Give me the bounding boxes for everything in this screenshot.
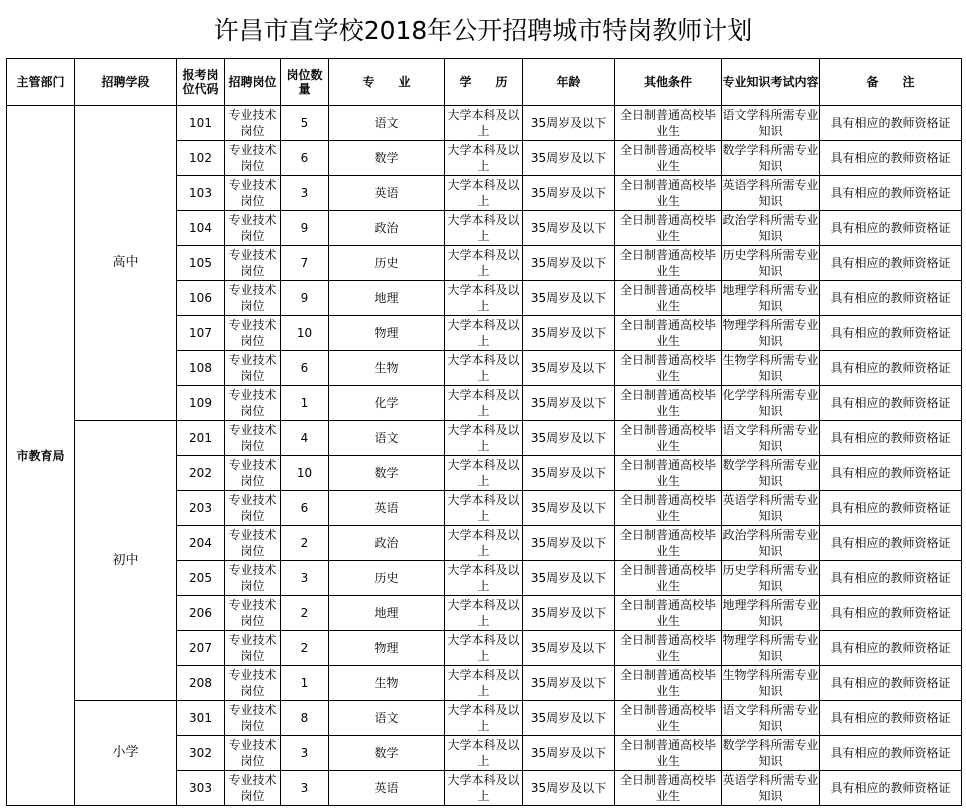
age-cell: 35周岁及以下 xyxy=(523,771,615,806)
code-cell: 106 xyxy=(177,281,225,316)
count-cell: 3 xyxy=(281,771,329,806)
education-cell: 大学本科及以上 xyxy=(445,456,523,491)
major-cell: 地理 xyxy=(329,281,445,316)
age-cell: 35周岁及以下 xyxy=(523,106,615,141)
code-cell: 207 xyxy=(177,631,225,666)
post-cell: 专业技术岗位 xyxy=(225,596,281,631)
age-cell: 35周岁及以下 xyxy=(523,386,615,421)
exam-cell: 地理学科所需专业知识 xyxy=(722,281,820,316)
condition-cell: 全日制普通高校毕业生 xyxy=(615,736,722,771)
count-cell: 2 xyxy=(281,526,329,561)
age-cell: 35周岁及以下 xyxy=(523,316,615,351)
code-cell: 205 xyxy=(177,561,225,596)
code-cell: 105 xyxy=(177,246,225,281)
count-cell: 3 xyxy=(281,176,329,211)
major-cell: 生物 xyxy=(329,351,445,386)
condition-cell: 全日制普通高校毕业生 xyxy=(615,666,722,701)
exam-cell: 语文学科所需专业知识 xyxy=(722,421,820,456)
exam-cell: 英语学科所需专业知识 xyxy=(722,491,820,526)
major-cell: 语文 xyxy=(329,421,445,456)
age-cell: 35周岁及以下 xyxy=(523,246,615,281)
count-cell: 2 xyxy=(281,596,329,631)
count-cell: 9 xyxy=(281,281,329,316)
major-cell: 化学 xyxy=(329,386,445,421)
post-cell: 专业技术岗位 xyxy=(225,141,281,176)
age-cell: 35周岁及以下 xyxy=(523,421,615,456)
age-cell: 35周岁及以下 xyxy=(523,176,615,211)
post-cell: 专业技术岗位 xyxy=(225,246,281,281)
remark-cell: 具有相应的教师资格证 xyxy=(820,596,962,631)
major-cell: 生物 xyxy=(329,666,445,701)
header-exam: 专业知识考试内容 xyxy=(722,59,820,106)
exam-cell: 历史学科所需专业知识 xyxy=(722,246,820,281)
post-cell: 专业技术岗位 xyxy=(225,351,281,386)
major-cell: 数学 xyxy=(329,736,445,771)
condition-cell: 全日制普通高校毕业生 xyxy=(615,456,722,491)
post-cell: 专业技术岗位 xyxy=(225,736,281,771)
post-cell: 专业技术岗位 xyxy=(225,386,281,421)
education-cell: 大学本科及以上 xyxy=(445,106,523,141)
code-cell: 104 xyxy=(177,211,225,246)
table-row xyxy=(7,421,962,456)
post-cell: 专业技术岗位 xyxy=(225,176,281,211)
education-cell: 大学本科及以上 xyxy=(445,596,523,631)
code-cell: 204 xyxy=(177,526,225,561)
count-cell: 3 xyxy=(281,561,329,596)
age-cell: 35周岁及以下 xyxy=(523,631,615,666)
condition-cell: 全日制普通高校毕业生 xyxy=(615,386,722,421)
code-cell: 103 xyxy=(177,176,225,211)
exam-cell: 数学学科所需专业知识 xyxy=(722,736,820,771)
recruitment-table xyxy=(6,58,962,806)
age-cell: 35周岁及以下 xyxy=(523,736,615,771)
major-cell: 语文 xyxy=(329,106,445,141)
post-cell: 专业技术岗位 xyxy=(225,421,281,456)
condition-cell: 全日制普通高校毕业生 xyxy=(615,631,722,666)
major-cell: 英语 xyxy=(329,771,445,806)
header-major: 专 业 xyxy=(329,59,445,106)
condition-cell: 全日制普通高校毕业生 xyxy=(615,141,722,176)
code-cell: 102 xyxy=(177,141,225,176)
condition-cell: 全日制普通高校毕业生 xyxy=(615,526,722,561)
exam-cell: 政治学科所需专业知识 xyxy=(722,211,820,246)
condition-cell: 全日制普通高校毕业生 xyxy=(615,561,722,596)
stage-cell: 初中 xyxy=(75,421,177,701)
major-cell: 政治 xyxy=(329,526,445,561)
code-cell: 303 xyxy=(177,771,225,806)
major-cell: 历史 xyxy=(329,561,445,596)
exam-cell: 政治学科所需专业知识 xyxy=(722,526,820,561)
remark-cell: 具有相应的教师资格证 xyxy=(820,351,962,386)
code-cell: 101 xyxy=(177,106,225,141)
remark-cell: 具有相应的教师资格证 xyxy=(820,421,962,456)
post-cell: 专业技术岗位 xyxy=(225,666,281,701)
education-cell: 大学本科及以上 xyxy=(445,666,523,701)
count-cell: 6 xyxy=(281,141,329,176)
header-dept: 主管部门 xyxy=(7,59,75,106)
age-cell: 35周岁及以下 xyxy=(523,141,615,176)
count-cell: 4 xyxy=(281,421,329,456)
remark-cell: 具有相应的教师资格证 xyxy=(820,701,962,736)
age-cell: 35周岁及以下 xyxy=(523,456,615,491)
post-cell: 专业技术岗位 xyxy=(225,526,281,561)
count-cell: 6 xyxy=(281,491,329,526)
education-cell: 大学本科及以上 xyxy=(445,631,523,666)
age-cell: 35周岁及以下 xyxy=(523,561,615,596)
post-cell: 专业技术岗位 xyxy=(225,631,281,666)
major-cell: 历史 xyxy=(329,246,445,281)
exam-cell: 生物学科所需专业知识 xyxy=(722,666,820,701)
education-cell: 大学本科及以上 xyxy=(445,771,523,806)
education-cell: 大学本科及以上 xyxy=(445,316,523,351)
age-cell: 35周岁及以下 xyxy=(523,666,615,701)
education-cell: 大学本科及以上 xyxy=(445,246,523,281)
condition-cell: 全日制普通高校毕业生 xyxy=(615,421,722,456)
major-cell: 数学 xyxy=(329,141,445,176)
stage-cell: 高中 xyxy=(75,106,177,421)
code-cell: 203 xyxy=(177,491,225,526)
education-cell: 大学本科及以上 xyxy=(445,701,523,736)
remark-cell: 具有相应的教师资格证 xyxy=(820,106,962,141)
condition-cell: 全日制普通高校毕业生 xyxy=(615,211,722,246)
code-cell: 208 xyxy=(177,666,225,701)
education-cell: 大学本科及以上 xyxy=(445,561,523,596)
remark-cell: 具有相应的教师资格证 xyxy=(820,246,962,281)
exam-cell: 英语学科所需专业知识 xyxy=(722,771,820,806)
count-cell: 6 xyxy=(281,351,329,386)
exam-cell: 数学学科所需专业知识 xyxy=(722,456,820,491)
education-cell: 大学本科及以上 xyxy=(445,351,523,386)
age-cell: 35周岁及以下 xyxy=(523,491,615,526)
post-cell: 专业技术岗位 xyxy=(225,491,281,526)
exam-cell: 英语学科所需专业知识 xyxy=(722,176,820,211)
age-cell: 35周岁及以下 xyxy=(523,526,615,561)
education-cell: 大学本科及以上 xyxy=(445,176,523,211)
count-cell: 1 xyxy=(281,386,329,421)
header-post: 招聘岗位 xyxy=(225,59,281,106)
condition-cell: 全日制普通高校毕业生 xyxy=(615,596,722,631)
count-cell: 7 xyxy=(281,246,329,281)
stage-cell: 小学 xyxy=(75,701,177,806)
code-cell: 202 xyxy=(177,456,225,491)
condition-cell: 全日制普通高校毕业生 xyxy=(615,316,722,351)
education-cell: 大学本科及以上 xyxy=(445,736,523,771)
exam-cell: 语文学科所需专业知识 xyxy=(722,106,820,141)
count-cell: 2 xyxy=(281,631,329,666)
age-cell: 35周岁及以下 xyxy=(523,596,615,631)
table-body xyxy=(7,106,962,806)
remark-cell: 具有相应的教师资格证 xyxy=(820,666,962,701)
remark-cell: 具有相应的教师资格证 xyxy=(820,561,962,596)
condition-cell: 全日制普通高校毕业生 xyxy=(615,701,722,736)
exam-cell: 数学学科所需专业知识 xyxy=(722,141,820,176)
condition-cell: 全日制普通高校毕业生 xyxy=(615,491,722,526)
major-cell: 英语 xyxy=(329,176,445,211)
header-age: 年龄 xyxy=(523,59,615,106)
count-cell: 8 xyxy=(281,701,329,736)
major-cell: 物理 xyxy=(329,316,445,351)
age-cell: 35周岁及以下 xyxy=(523,281,615,316)
remark-cell: 具有相应的教师资格证 xyxy=(820,386,962,421)
exam-cell: 物理学科所需专业知识 xyxy=(722,316,820,351)
condition-cell: 全日制普通高校毕业生 xyxy=(615,176,722,211)
post-cell: 专业技术岗位 xyxy=(225,771,281,806)
table-header-row xyxy=(7,59,962,106)
remark-cell: 具有相应的教师资格证 xyxy=(820,456,962,491)
code-cell: 206 xyxy=(177,596,225,631)
condition-cell: 全日制普通高校毕业生 xyxy=(615,246,722,281)
count-cell: 5 xyxy=(281,106,329,141)
exam-cell: 语文学科所需专业知识 xyxy=(722,701,820,736)
remark-cell: 具有相应的教师资格证 xyxy=(820,316,962,351)
table-row xyxy=(7,701,962,736)
education-cell: 大学本科及以上 xyxy=(445,211,523,246)
header-education: 学 历 xyxy=(445,59,523,106)
remark-cell: 具有相应的教师资格证 xyxy=(820,526,962,561)
remark-cell: 具有相应的教师资格证 xyxy=(820,771,962,806)
remark-cell: 具有相应的教师资格证 xyxy=(820,141,962,176)
major-cell: 数学 xyxy=(329,456,445,491)
count-cell: 10 xyxy=(281,456,329,491)
header-stage: 招聘学段 xyxy=(75,59,177,106)
remark-cell: 具有相应的教师资格证 xyxy=(820,736,962,771)
condition-cell: 全日制普通高校毕业生 xyxy=(615,771,722,806)
education-cell: 大学本科及以上 xyxy=(445,386,523,421)
age-cell: 35周岁及以下 xyxy=(523,701,615,736)
count-cell: 9 xyxy=(281,211,329,246)
exam-cell: 生物学科所需专业知识 xyxy=(722,351,820,386)
age-cell: 35周岁及以下 xyxy=(523,351,615,386)
exam-cell: 化学学科所需专业知识 xyxy=(722,386,820,421)
remark-cell: 具有相应的教师资格证 xyxy=(820,491,962,526)
post-cell: 专业技术岗位 xyxy=(225,106,281,141)
code-cell: 201 xyxy=(177,421,225,456)
post-cell: 专业技术岗位 xyxy=(225,281,281,316)
major-cell: 语文 xyxy=(329,701,445,736)
major-cell: 政治 xyxy=(329,211,445,246)
count-cell: 3 xyxy=(281,736,329,771)
remark-cell: 具有相应的教师资格证 xyxy=(820,211,962,246)
remark-cell: 具有相应的教师资格证 xyxy=(820,176,962,211)
post-cell: 专业技术岗位 xyxy=(225,456,281,491)
major-cell: 英语 xyxy=(329,491,445,526)
count-cell: 1 xyxy=(281,666,329,701)
condition-cell: 全日制普通高校毕业生 xyxy=(615,106,722,141)
education-cell: 大学本科及以上 xyxy=(445,491,523,526)
header-count: 岗位数量 xyxy=(281,59,329,106)
exam-cell: 地理学科所需专业知识 xyxy=(722,596,820,631)
major-cell: 物理 xyxy=(329,631,445,666)
exam-cell: 物理学科所需专业知识 xyxy=(722,631,820,666)
education-cell: 大学本科及以上 xyxy=(445,141,523,176)
header-remark: 备 注 xyxy=(820,59,962,106)
page-title: 许昌市直学校2018年公开招聘城市特岗教师计划 xyxy=(213,16,753,45)
code-cell: 109 xyxy=(177,386,225,421)
education-cell: 大学本科及以上 xyxy=(445,281,523,316)
condition-cell: 全日制普通高校毕业生 xyxy=(615,281,722,316)
post-cell: 专业技术岗位 xyxy=(225,316,281,351)
major-cell: 地理 xyxy=(329,596,445,631)
dept-cell: 市教育局 xyxy=(7,106,75,806)
table-row xyxy=(7,106,962,141)
post-cell: 专业技术岗位 xyxy=(225,211,281,246)
post-cell: 专业技术岗位 xyxy=(225,701,281,736)
education-cell: 大学本科及以上 xyxy=(445,421,523,456)
condition-cell: 全日制普通高校毕业生 xyxy=(615,351,722,386)
exam-cell: 历史学科所需专业知识 xyxy=(722,561,820,596)
education-cell: 大学本科及以上 xyxy=(445,526,523,561)
age-cell: 35周岁及以下 xyxy=(523,211,615,246)
code-cell: 107 xyxy=(177,316,225,351)
code-cell: 302 xyxy=(177,736,225,771)
remark-cell: 具有相应的教师资格证 xyxy=(820,631,962,666)
code-cell: 108 xyxy=(177,351,225,386)
code-cell: 301 xyxy=(177,701,225,736)
remark-cell: 具有相应的教师资格证 xyxy=(820,281,962,316)
header-condition: 其他条件 xyxy=(615,59,722,106)
count-cell: 10 xyxy=(281,316,329,351)
header-code: 报考岗位代码 xyxy=(177,59,225,106)
post-cell: 专业技术岗位 xyxy=(225,561,281,596)
